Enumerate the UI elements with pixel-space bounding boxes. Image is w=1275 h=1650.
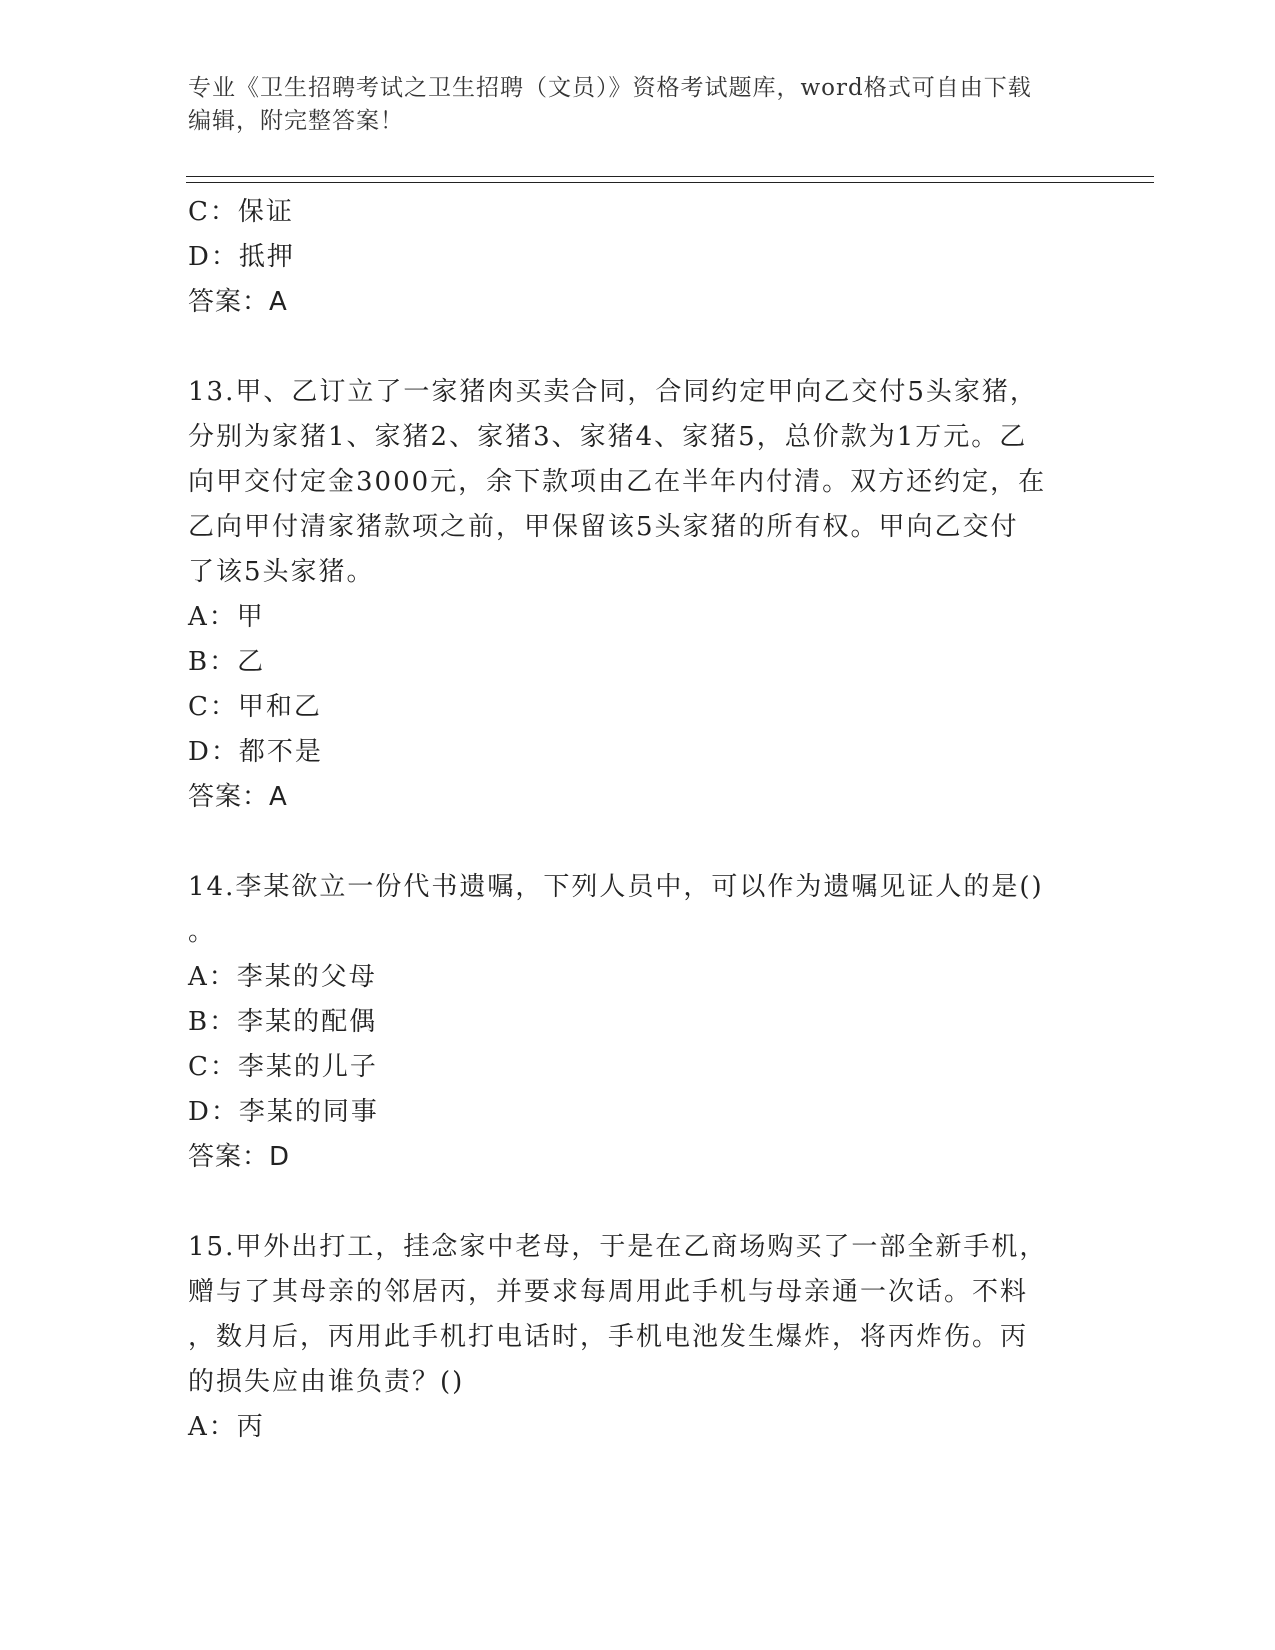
spacer	[188, 820, 1088, 865]
answer-line: 答案：D	[188, 1142, 291, 1172]
option-d: D：抵押	[188, 242, 295, 272]
question-15	[188, 1225, 1088, 1450]
question-stem-line: 乙向甲付清家猪款项之前，甲保留该5头家猪的所有权。甲向乙交付	[188, 512, 1019, 542]
option-a: A：丙	[188, 1412, 265, 1442]
question-stem-line: 15.甲外出打工，挂念家中老母，于是在乙商场购买了一部全新手机，	[188, 1232, 1048, 1262]
question-stem-line: 了该5头家猪。	[188, 557, 375, 587]
answer-line: 答案：A	[188, 782, 288, 812]
question-stem-line: 向甲交付定金3000元，余下款项由乙在半年内付清。双方还约定，在	[188, 467, 1047, 497]
page-header	[188, 72, 1088, 138]
option-b: B：李某的配偶	[188, 1007, 378, 1037]
option-a: A：李某的父母	[188, 962, 377, 992]
option-c: C：李某的儿子	[188, 1052, 378, 1082]
spacer	[188, 1180, 1088, 1225]
spacer	[188, 325, 1088, 370]
question-stem-line: 13.甲、乙订立了一家猪肉买卖合同，合同约定甲向乙交付5头家猪，	[188, 377, 1038, 407]
question-stem-line: 的损失应由谁负责？()	[188, 1367, 465, 1397]
header-line-2: 编辑，附完整答案！	[188, 108, 404, 134]
question-stem-line: ，数月后，丙用此手机打电话时，手机电池发生爆炸，将丙炸伤。丙	[188, 1322, 1029, 1352]
answer-line: 答案：A	[188, 287, 288, 317]
option-c: C：保证	[188, 197, 294, 227]
header-line-1: 专业《卫生招聘考试之卫生招聘（文员）》资格考试题库，word格式可自由下载	[188, 75, 1032, 101]
option-a: A：甲	[188, 602, 265, 632]
option-b: B：乙	[188, 647, 266, 677]
option-d: D：李某的同事	[188, 1097, 379, 1127]
header-double-rule	[186, 176, 1154, 183]
option-c: C：甲和乙	[188, 692, 322, 722]
document-body	[188, 190, 1088, 1450]
question-stem-line: 14.李某欲立一份代书遗嘱，下列人员中，可以作为遗嘱见证人的是()	[188, 872, 1044, 902]
question-stem-line: 。	[188, 917, 217, 947]
option-d: D：都不是	[188, 737, 323, 767]
question-stem-line: 分别为家猪1、家猪2、家猪3、家猪4、家猪5，总价款为1万元。乙	[188, 422, 1028, 452]
question-13	[188, 370, 1088, 820]
question-14	[188, 865, 1088, 1180]
question-stem-line: 赠与了其母亲的邻居丙，并要求每周用此手机与母亲通一次话。不料	[188, 1277, 1029, 1307]
